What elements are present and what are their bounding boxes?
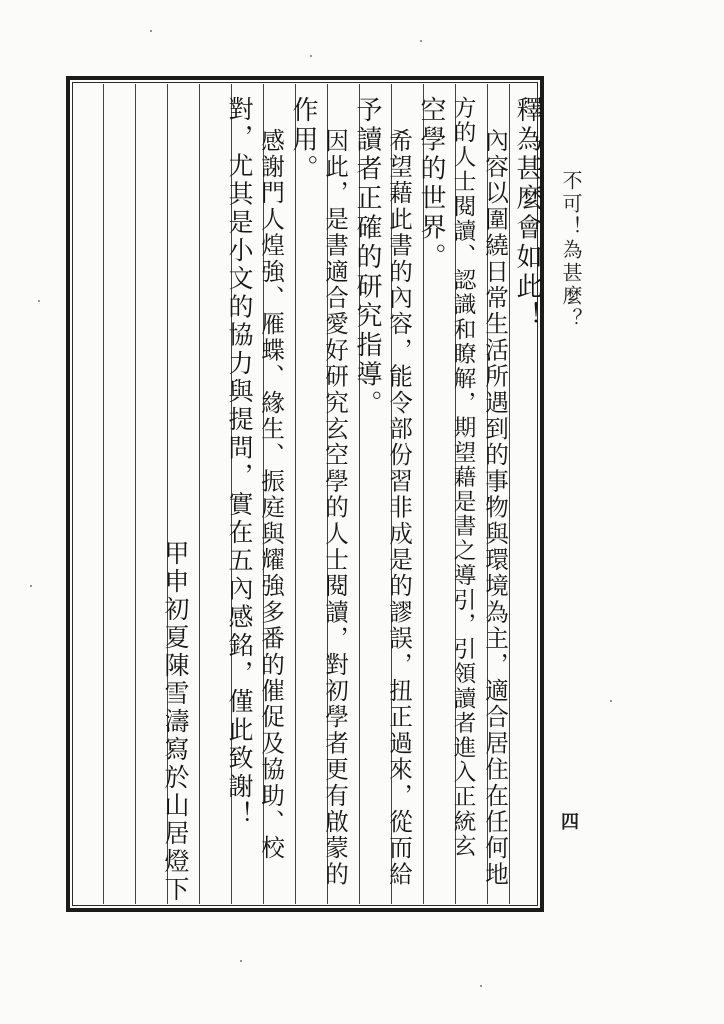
- column-rule: [295, 84, 296, 904]
- text-column-4: 空學的世界。: [416, 96, 446, 273]
- text-column-6: 予讀者正確的研究指導。: [352, 96, 382, 420]
- text-column-10: 對，尤其是小文的協力與提問，實在五內感銘，僅此致謝！: [225, 96, 254, 830]
- text-column-1: 釋為甚麼會如此！: [512, 96, 542, 332]
- column-rule: [103, 84, 104, 904]
- text-column-5: 希望藉此書的內容，能令部份習非成是的謬誤，扭正過來，從而給: [385, 128, 413, 888]
- column-rule: [199, 84, 200, 904]
- text-column-3: 方的人士閱讀、認識和瞭解，期望藉是書之導引，引領讀者進入正統玄: [450, 96, 476, 859]
- running-header: 不可！為甚麼？: [559, 170, 583, 331]
- column-rule: [135, 84, 136, 904]
- text-column-9: 感謝門人煌強、雁蝶、緣生、振庭與耀強多番的催促及協助、校: [257, 128, 285, 862]
- page-number: 四: [561, 812, 579, 833]
- text-column-8: 作用。: [288, 96, 318, 185]
- text-column-2: 內容以圍繞日常生活所遇到的事物與環境為主，適合居住在任何地: [481, 128, 509, 888]
- signature-column: 甲申初夏陳雪濤寫於山居燈下: [161, 540, 190, 904]
- text-column-7: 因此，是書適合愛好研究玄空學的人士閱讀，對初學者更有啟蒙的: [321, 128, 349, 888]
